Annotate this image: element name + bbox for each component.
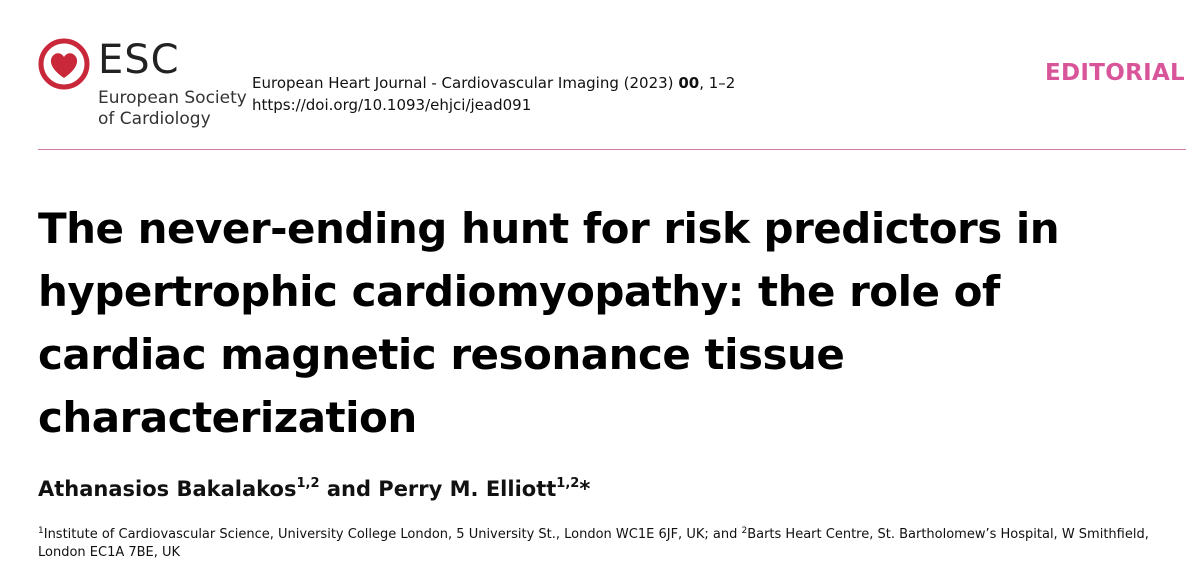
author-name[interactable]: Athanasios Bakalakos bbox=[38, 477, 297, 501]
affiliation-number: 1 bbox=[38, 526, 44, 536]
affiliation-list bbox=[38, 526, 1188, 562]
affiliation-text: Barts Heart Centre, St. Bartholomew’s Hospital, W Smithfield, London EC1A 7BE, UK bbox=[38, 527, 1149, 560]
affiliation-number: 2 bbox=[741, 526, 748, 536]
journal-pages: , 1–2 bbox=[699, 74, 736, 92]
author-list bbox=[38, 474, 590, 504]
article-title bbox=[38, 197, 1188, 449]
title-line: cardiac magnetic resonance tissue bbox=[38, 330, 845, 379]
doi-link[interactable]: https://doi.org/10.1093/ehjci/jead091 bbox=[252, 96, 532, 114]
logo-abbreviation: ESC bbox=[98, 37, 180, 83]
title-line: hypertrophic cardiomyopathy: the role of bbox=[38, 267, 1000, 316]
page-header bbox=[0, 0, 1200, 150]
article-type-label: EDITORIAL bbox=[1044, 60, 1185, 86]
author-affiliation-marker: 1,2 bbox=[556, 476, 580, 491]
title-line: The never-ending hunt for risk predictors in bbox=[38, 204, 1060, 253]
journal-volume: 00 bbox=[678, 74, 700, 92]
author-name[interactable]: Perry M. Elliott bbox=[378, 477, 557, 501]
logo-society-line-1: European Society bbox=[98, 88, 247, 108]
journal-citation bbox=[252, 73, 735, 93]
author-joiner: and bbox=[319, 477, 379, 501]
logo-society-name bbox=[98, 88, 247, 130]
esc-heart-logo-icon bbox=[38, 38, 90, 90]
journal-name: European Heart Journal - Cardiovascular Imaging (2023) bbox=[252, 74, 674, 92]
header-divider bbox=[38, 149, 1186, 150]
title-line: characterization bbox=[38, 393, 417, 442]
affiliation-text: Institute of Cardiovascular Science, University College London, 5 University St., London WC1E 6JF, UK; and bbox=[43, 527, 742, 542]
logo-society-line-2: of Cardiology bbox=[98, 109, 211, 129]
author-affiliation-marker: 1,2 bbox=[296, 476, 320, 491]
corresponding-author-marker: * bbox=[579, 477, 591, 501]
